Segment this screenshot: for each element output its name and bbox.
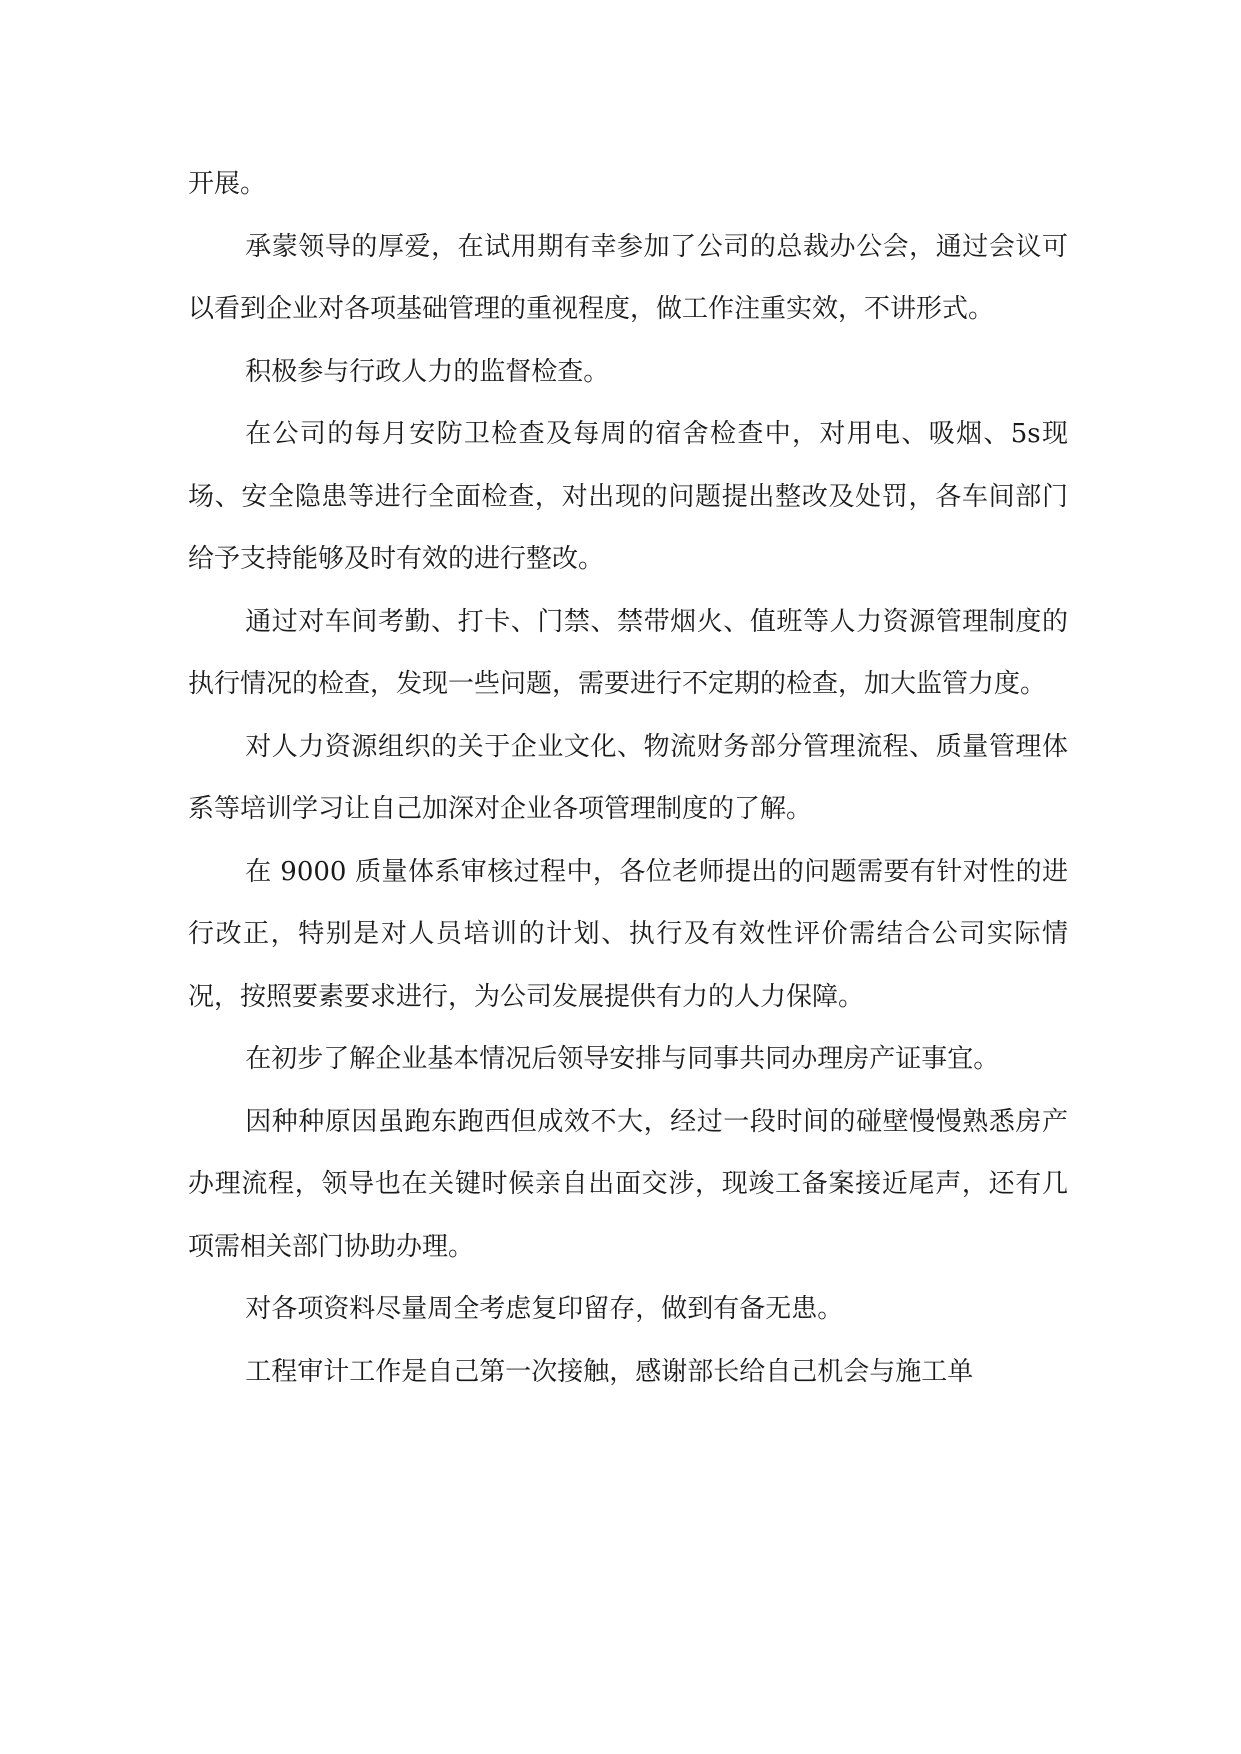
paragraph-10: 对各项资料尽量周全考虑复印留存，做到有备无患。	[245, 1294, 844, 1324]
document-body	[188, 153, 1068, 1403]
paragraph-4: 在公司的每月安防卫检查及每周的宿舍检查中，对用电、吸烟、5s现场、安全隐患等进行全面检查，对出现的问题提出整改及处罚，各车间部门给予支持能够及时有效的进行整改。	[188, 419, 1068, 574]
paragraph-11: 工程审计工作是自己第一次接触，感谢部长给自己机会与施工单	[245, 1356, 974, 1387]
paragraph-6: 对人力资源组织的关于企业文化、物流财务部分管理流程、质量管理体系等培训学习让自己加深对企业各项管理制度的了解。	[188, 731, 1068, 824]
paragraph-7: 在 9000 质量体系审核过程中，各位老师提出的问题需要有针对性的进行改正，特别是对人员培训的计划、执行及有效性评价需结合公司实际情况，按照要素要求进行，为公司发展提供有力的人力保障。	[188, 856, 1068, 1012]
paragraph-5: 通过对车间考勤、打卡、门禁、禁带烟火、值班等人力资源管理制度的执行情况的检查，发现一些问题，需要进行不定期的检查，加大监管力度。	[188, 606, 1068, 699]
paragraph-9: 因种种原因虽跑东跑西但成效不大，经过一段时间的碰壁慢慢熟悉房产办理流程，领导也在关键时候亲自出面交涉，现竣工备案接近尾声，还有几项需相关部门协助办理。	[188, 1106, 1068, 1262]
paragraph-8: 在初步了解企业基本情况后领导安排与同事共同办理房产证事宜。	[245, 1044, 1000, 1074]
paragraph-2: 承蒙领导的厚爱，在试用期有幸参加了公司的总裁办公会，通过会议可以看到企业对各项基础管理的重视程度，做工作注重实效，不讲形式。	[188, 231, 1068, 324]
paragraph-3: 积极参与行政人力的监督检查。	[245, 356, 610, 387]
paragraph-1: 开展。	[188, 169, 267, 199]
